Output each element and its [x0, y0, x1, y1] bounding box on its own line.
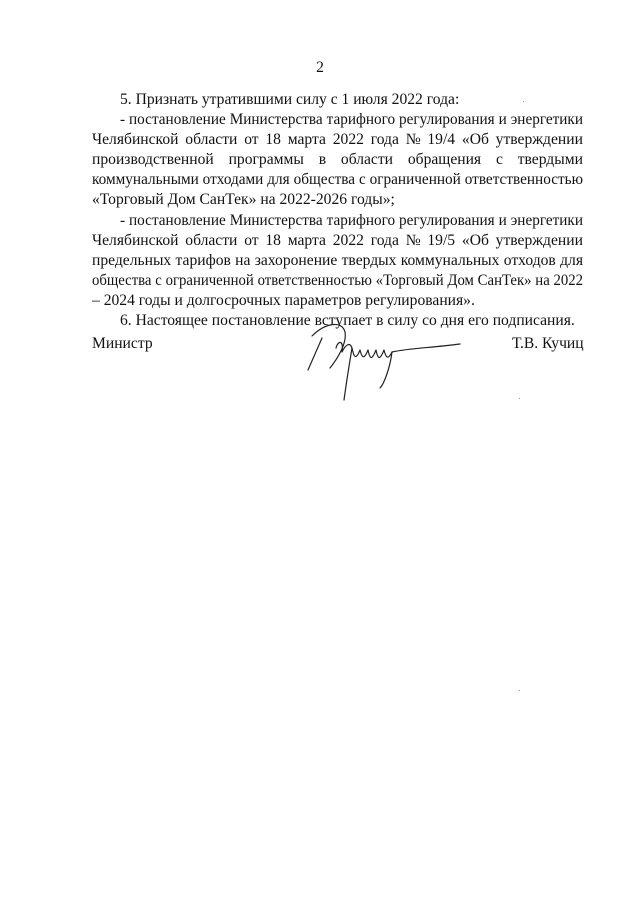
- paragraph-line: [92, 251, 583, 271]
- word: от: [244, 232, 259, 249]
- word: ограниченной: [165, 272, 254, 289]
- paragraph-line: [92, 170, 583, 190]
- word: постановление: [129, 212, 226, 229]
- word: марта: [287, 232, 326, 249]
- word: Челябинской: [92, 232, 179, 249]
- word: обращения: [407, 151, 482, 168]
- word: Челябинской: [92, 131, 179, 148]
- word: в: [318, 151, 327, 168]
- word: коммунальных: [400, 252, 500, 269]
- word: года: [370, 232, 399, 249]
- word: области: [185, 131, 238, 148]
- word: общества: [293, 171, 356, 188]
- scan-speck: [519, 690, 520, 691]
- paragraph-5-heading: 5. Признать утратившими силу с 1 июля 2022 года:: [120, 91, 460, 108]
- word: №: [405, 232, 421, 249]
- word: и: [498, 111, 507, 128]
- word: постановление: [129, 111, 226, 128]
- word: Министерства: [229, 212, 323, 229]
- word: ограниченной: [369, 171, 461, 188]
- word: отходами: [202, 171, 264, 188]
- word: области: [185, 232, 238, 249]
- word: твердых: [341, 252, 397, 269]
- word: 2022: [553, 272, 584, 289]
- word: с: [358, 171, 366, 188]
- word: отходов: [503, 252, 556, 269]
- word: 18: [265, 131, 281, 148]
- word: «Торговый: [375, 272, 444, 289]
- word: от: [244, 131, 259, 148]
- word: Министерства: [229, 111, 323, 128]
- word: марта: [287, 131, 326, 148]
- word: 19/5: [427, 232, 456, 249]
- paragraph-line: [92, 150, 583, 170]
- word: твердыми: [517, 151, 583, 168]
- word: утверждении: [495, 232, 583, 249]
- word: тарифного: [326, 212, 396, 229]
- word: ответственностью: [464, 171, 583, 188]
- word: захоронение: [254, 252, 338, 269]
- paragraph-line: «Торговый Дом СанТек» на 2022-2026 годы»;: [92, 191, 395, 208]
- word: энергетики: [510, 212, 583, 229]
- signatory-position: Министр: [92, 335, 153, 352]
- word: №: [405, 131, 421, 148]
- word: для: [560, 252, 583, 269]
- paragraph-line: [120, 211, 583, 231]
- word: ответственностью: [257, 272, 372, 289]
- word: «Об: [461, 131, 489, 148]
- word: коммунальными: [92, 171, 199, 188]
- paragraph-line: – 2024 годы и долгосрочных параметров регулирования».: [92, 292, 475, 309]
- word: на: [235, 252, 251, 269]
- scan-speck: [523, 101, 524, 102]
- word: для: [267, 171, 290, 188]
- word: на: [535, 272, 550, 289]
- word: 19/4: [427, 131, 456, 148]
- word: -: [120, 111, 126, 128]
- signatory-name: Т.В. Кучиц: [512, 335, 584, 352]
- word: «Об: [461, 232, 489, 249]
- word: программы: [228, 151, 304, 168]
- word: утверждении: [495, 131, 583, 148]
- word: регулирования: [399, 212, 495, 229]
- word: с: [495, 151, 503, 168]
- word: года: [370, 131, 399, 148]
- paragraph-6: 6. Настоящее постановление вступает в силу со дня его подписания.: [120, 312, 575, 329]
- word: -: [120, 212, 126, 229]
- word: 18: [265, 232, 281, 249]
- word: и: [498, 212, 507, 229]
- scan-speck: [519, 398, 520, 399]
- word: регулирования: [399, 111, 495, 128]
- word: 2022: [332, 131, 364, 148]
- word: тарифного: [326, 111, 396, 128]
- word: производственной: [92, 151, 214, 168]
- word: предельных: [92, 252, 172, 269]
- word: СанТек»: [477, 272, 532, 289]
- word: области: [340, 151, 394, 168]
- paragraph-line: [92, 130, 583, 150]
- signature-image: [300, 318, 470, 408]
- word: Дом: [447, 272, 474, 289]
- word: общества: [92, 272, 152, 289]
- word: 2022: [332, 232, 364, 249]
- paragraph-line: [92, 271, 583, 291]
- page-number: 2: [316, 59, 324, 76]
- word: с: [155, 272, 162, 289]
- word: тарифов: [175, 252, 231, 269]
- paragraph-line: [92, 231, 583, 251]
- word: энергетики: [510, 111, 583, 128]
- paragraph-line: [120, 110, 583, 130]
